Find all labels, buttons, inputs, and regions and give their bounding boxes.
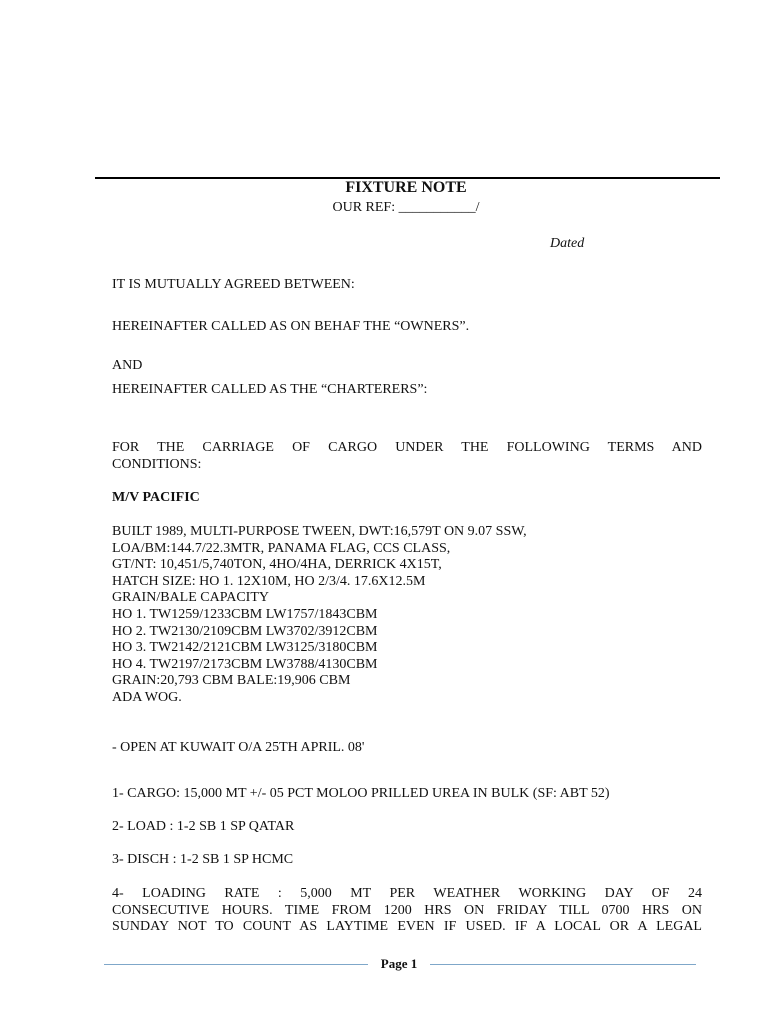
carriage-line: FOR THE CARRIAGE OF CARGO UNDER THE FOLLOWING TERMS AND	[112, 440, 702, 455]
spec-line: HO 1. TW1259/1233CBM LW1757/1843CBM	[112, 606, 378, 622]
loading-rate-line: CONSECUTIVE HOURS. TIME FROM 1200 HRS ON FRIDAY TILL 0700 HRS ON	[112, 902, 702, 918]
document-title: FIXTURE NOTE	[345, 179, 467, 196]
carriage-paragraph	[112, 440, 702, 473]
carriage-line: CONDITIONS:	[112, 456, 202, 472]
spec-line: ADA WOG.	[112, 689, 182, 705]
spec-line: GRAIN/BALE CAPACITY	[112, 590, 269, 606]
spec-line: GT/NT: 10,451/5,740TON, 4HO/4HA, DERRICK 4X15T,	[112, 557, 442, 573]
and-paragraph: AND	[112, 358, 143, 373]
spec-line: HO 2. TW2130/2109CBM LW3702/3912CBM	[112, 623, 378, 639]
spec-line: HO 4. TW2197/2173CBM LW3788/4130CBM	[112, 656, 378, 672]
footer-rule-right	[430, 964, 696, 965]
vessel-name: M/V PACIFIC	[112, 490, 200, 505]
dated-label: Dated	[550, 236, 585, 251]
open-paragraph: - OPEN AT KUWAIT O/A 25TH APRIL. 08'	[112, 740, 365, 755]
spec-line: LOA/BM:144.7/22.3MTR, PANAMA FLAG, CCS CLASS,	[112, 540, 451, 556]
page-footer	[104, 955, 696, 973]
loading-rate-line: SUNDAY NOT TO COUNT AS LAYTIME EVEN IF USED. IF A LOCAL OR A LEGAL	[112, 919, 702, 935]
page-number: Page 1	[380, 956, 418, 971]
spec-line: BUILT 1989, MULTI-PURPOSE TWEEN, DWT:16,579T ON 9.07 SSW,	[112, 524, 527, 539]
loading-rate-paragraph	[112, 886, 702, 936]
agreed-paragraph: IT IS MUTUALLY AGREED BETWEEN:	[112, 277, 355, 292]
load-paragraph: 2- LOAD : 1-2 SB 1 SP QATAR	[112, 819, 295, 834]
disch-paragraph: 3- DISCH : 1-2 SB 1 SP HCMC	[112, 852, 294, 867]
spec-line: HATCH SIZE: HO 1. 12X10M, HO 2/3/4. 17.6X12.5M	[112, 573, 426, 589]
cargo-paragraph: 1- CARGO: 15,000 MT +/- 05 PCT MOLOO PRILLED UREA IN BULK (SF: ABT 52)	[112, 786, 610, 801]
footer-rule-left	[104, 964, 368, 965]
our-ref: OUR REF: ___________/	[332, 200, 480, 215]
charterers-paragraph: HEREINAFTER CALLED AS THE “CHARTERERS”:	[112, 382, 428, 397]
spec-line: HO 3. TW2142/2121CBM LW3125/3180CBM	[112, 640, 378, 656]
loading-rate-line: 4- LOADING RATE : 5,000 MT PER WEATHER WORKING DAY OF 24	[112, 886, 702, 901]
owners-paragraph: HEREINAFTER CALLED AS ON BEHAF THE “OWNERS”.	[112, 319, 470, 334]
vessel-specs	[112, 524, 702, 707]
spec-line: GRAIN:20,793 CBM BALE:19,906 CBM	[112, 673, 351, 689]
